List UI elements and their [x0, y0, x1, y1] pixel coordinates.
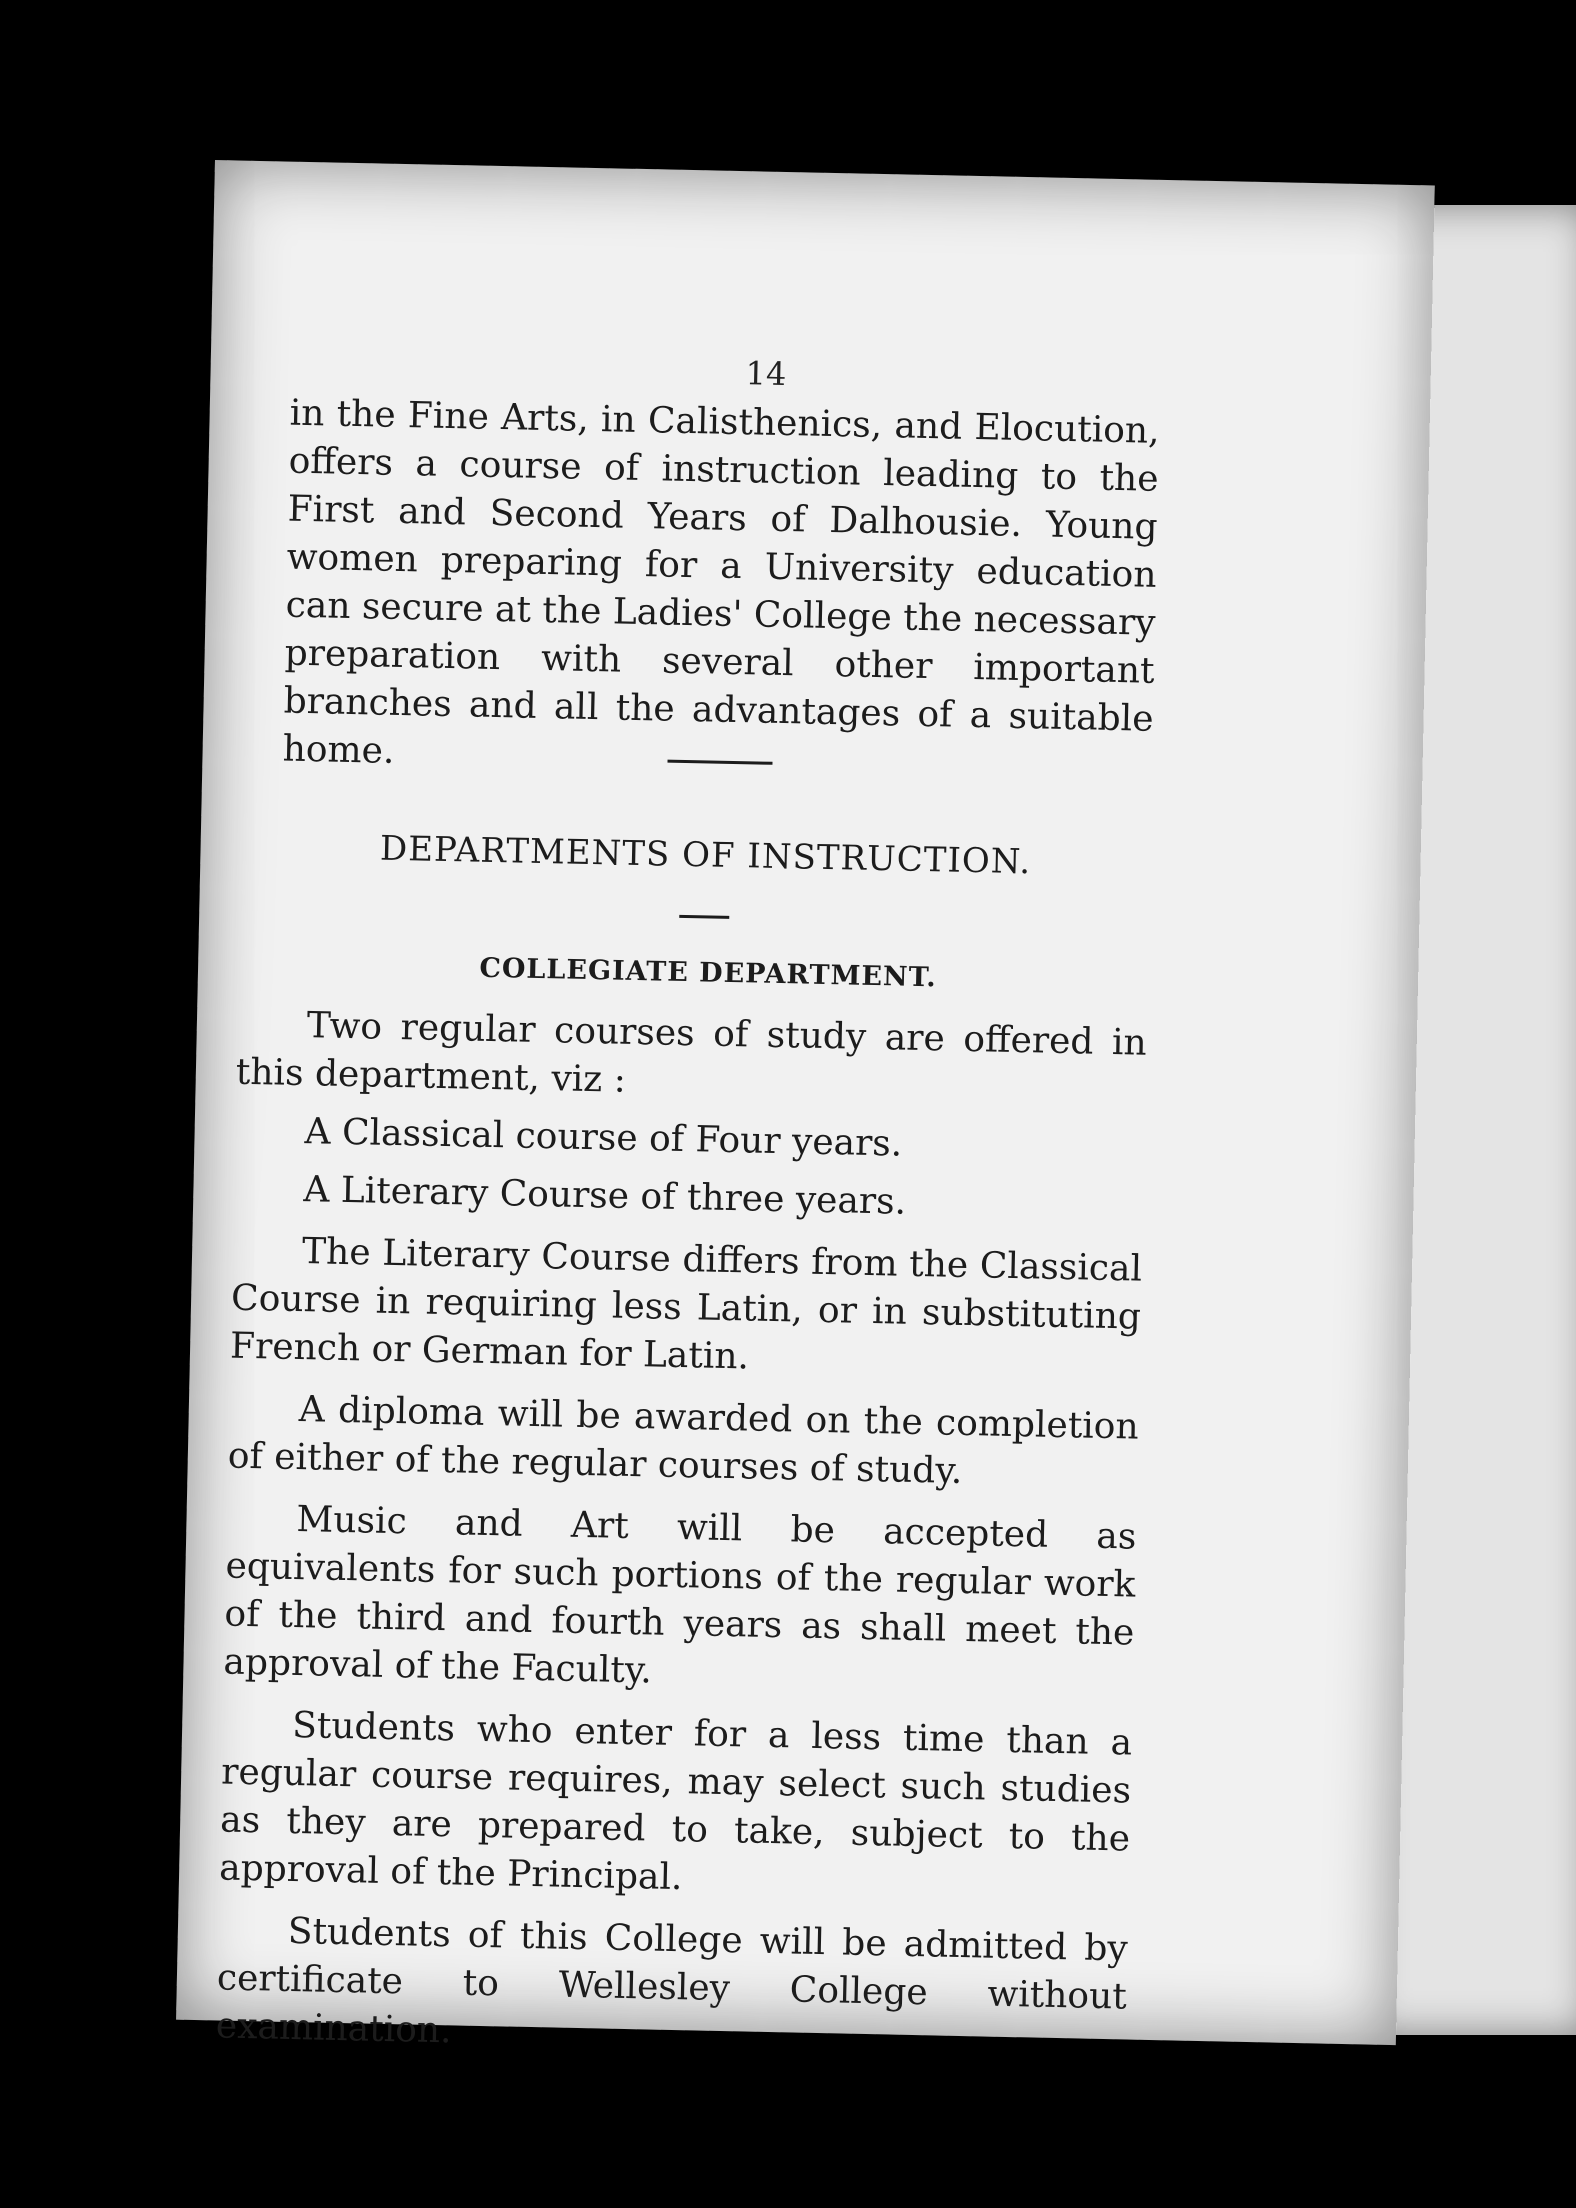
paragraph: A diploma will be awarded on the completion of either of the regular courses of study. [227, 1389, 1140, 1492]
course-item: A Literary Course of three years. [303, 1169, 907, 1223]
paragraph: Music and Art will be accepted as equivalents for such portions of the regular work of the third and fourth years as shall meet the approval of the Faculty. [223, 1499, 1137, 1692]
section-heading: DEPARTMENTS OF INSTRUCTION. [379, 828, 1032, 883]
document-page [176, 160, 1435, 2052]
paragraph: Students of this College will be admitted by certificate to Wellesley College without examination. [215, 1910, 1129, 2052]
intro-paragraph: in the Fine Arts, in Calisthenics, and Elocution, offers a course of instruction leading to the First and Second Years of Dalhousie. Young women preparing for a University education can secure at the Ladies' College the necessary preparation with several other important branches and all the advantages of a suitable home. [282, 392, 1160, 772]
paragraph: Two regular courses of study are offered in this department, viz : [235, 1005, 1148, 1101]
paragraph: The Literary Course differs from the Classical Course in requiring less Latin, or in substituting French or German for Latin. [229, 1231, 1143, 1378]
sub-heading: COLLEGIATE DEPARTMENT. [479, 952, 937, 994]
paragraph: Students who enter for a less time than a regular course requires, may select such studies as they are prepared to take, subject to the approval of the Principal. [218, 1704, 1133, 1899]
body-copy [215, 1001, 1147, 2070]
course-item: A Classical course of Four years. [304, 1111, 903, 1165]
heading-divider [679, 915, 729, 919]
page-number: 14 [745, 354, 787, 394]
